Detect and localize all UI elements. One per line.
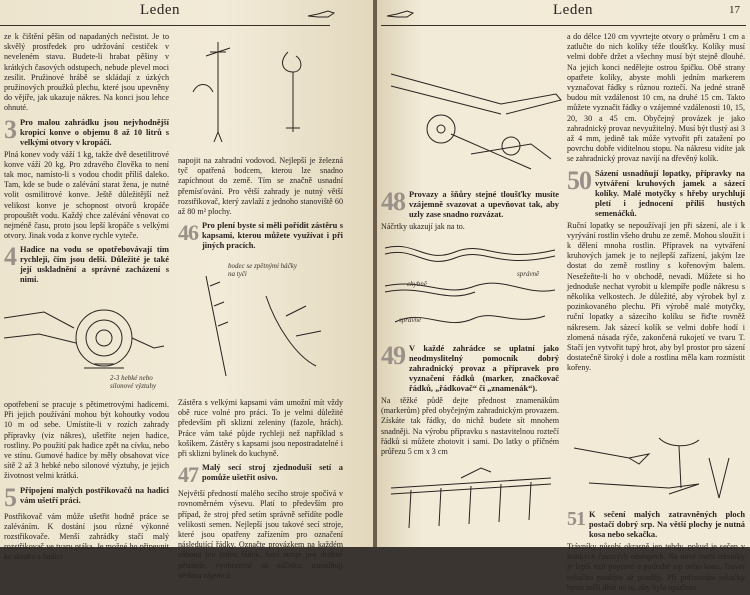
section-text: Postřikovač vám může ušetřit hodně práce se zaléváním. K dostání jsou různé výkonné rozstřikovače. Menší zahrádky stačí malý rozstřikovač ve tvaru ptáka. Je možné ho připevnit ke slouku a hadici bbox=[4, 511, 169, 562]
section-50 bbox=[567, 165, 745, 219]
page-number: 17 bbox=[729, 4, 740, 16]
apron-paragraph: Zástěra s velkými kapsami vám umožní mít vždy obě ruce volné pro práci. To je velmi důležité především při sklizni zeleniny (fazole, hrách). Práce vám také půjde rychleji než například s košíkem. Zástěry s kapsami jsou nepostradatelné i při sklizni bylinek do kuchyně. bbox=[178, 398, 343, 459]
left-page bbox=[0, 0, 373, 580]
seeder-illustration bbox=[381, 34, 566, 179]
hose-paragraph: opotřebení se pracuje s pětimetrovými hadicemi. Při jejich používání mohou být kohoutky vodou 10 m od sebe. Umístíte-li v rozích zahrady přípravky (viz nákres), ušetříte nejen hadice, rostliny. Po použití pak hadice zpět na cívku, nebo ve stínu. Gumové hadice by měly obsahovat více sítě 2 až 3 hebké nebo silonové výztuhy, je jejich životnost velmi krátká. bbox=[4, 400, 169, 481]
left-column-1 bbox=[4, 32, 169, 287]
section-number: 51 bbox=[567, 508, 585, 530]
section-title: Hadice na vodu se opotřebovávají tím rychleji, čím jsou delší. Důležité je také její uskladnění a správné zacházení s nimi. bbox=[20, 245, 169, 285]
intro-paragraph: ze k čištění pěšin od napadaných nečistot. Je to skvělý prostředek pro udržování cestiček v neveleném stavu. Budete-li hrabat pěšiny v krátkých časových odstupech, nebude plevel moci zesílit. Pružinové hrábě se skládají z úzkých pružinových proužků plechu, které jsou upevněny do vějíře, jak ukazuje nákres. Na konci jsou lehce ohnuté. bbox=[4, 32, 169, 113]
section-number: 5 bbox=[4, 482, 16, 512]
right-page-header: Leden bbox=[553, 2, 593, 18]
left-column-1-bottom bbox=[4, 400, 169, 565]
section-44 bbox=[4, 242, 169, 285]
knot-label-wrong: chybně bbox=[407, 280, 427, 288]
knot-label-right-2: správně bbox=[399, 316, 422, 324]
section-number: 49 bbox=[381, 341, 405, 370]
section-48 bbox=[381, 187, 559, 220]
row-marker-illustration bbox=[381, 468, 561, 543]
hand-tools-illustration bbox=[569, 428, 744, 508]
section-text: Ruční lopatky se nepoužívají jen při sázení, ale i k vyrývání rostlin všeho druhu ze země. Mohou sloužit i k dělení mnoha rostlin. Přípravek na vytváření kruhových jamek je to nejlepší zařízení, jakým lze dostat do země rostliny s kořenovým balem. Nesežeňte-li ho v obchodě, nevadí. Můžete si ho jednoduše nechat vyrobit u klempíře podle nákresu s několika velkostech. Je důležité, aby výrobek byl z pozinkovaného plechu. Při výrobě malé motyčky, ruční lopatky a sázecího kolíku se řiďte rovněž nákresem. Jak sázecí kolík se velmi dobře hodí i zlomená násada rýče, zakončená rukojetí ve tvaru T. Stačí jen vytvořit tupý hrot, aby byl prostor pro sázení dostatečně široký i dole a rostlina měla kam rozmístit kořeny. bbox=[567, 220, 745, 373]
right-column-2-top bbox=[567, 32, 745, 376]
right-column-1-top bbox=[381, 186, 559, 234]
section-title: Provazy a šňůry stejné tloušťky musíte vzájemně svazovat a upevňovat tak, aby uzly zase snadno rozvázat. bbox=[409, 190, 559, 219]
section-text: Plná konev vody váží 1 kg, takže dvě desetilitrové konve váží 20 kg. Pro zdravého člověka to není tak moc, namísto-li s vodou chodit příliš daleko. Tam, kde se bude o zalévání starat žena, je nutné volit osmilitrové konve. Ještě důležitější než velikost konve je schopnost otvorů kropáče propouštět vodu. Každý chce zalévání věnovat co nejméně času, proto jsou lepší kropáče s velkými otvory. Jinak voda z konve rychle vyteče. bbox=[4, 149, 169, 241]
section-title: Připojení malých postřikovačů na hadici vám ušetří práci. bbox=[20, 485, 169, 505]
trowel-icon bbox=[306, 8, 336, 22]
section-title: Pro plení byste si měli pořídit zástěru s kapsami, kterou můžete využívat i při jiných pracích. bbox=[202, 221, 343, 251]
section-number: 47 bbox=[178, 462, 198, 488]
section-text: Trávníky působí okrasně jen tehdy, pokud je sečen v krátkých časových odstupech. Na nové osetá trávníky je lepší vzít popravé a podruhé srp nebo kosu. Travní sekačku použijte až později. Při pořizování sekačky byste měli dbát na to, aby byla opatřena bbox=[567, 542, 745, 592]
section-number: 46 bbox=[178, 220, 198, 246]
section-47 bbox=[178, 463, 343, 487]
section-51 bbox=[567, 510, 745, 540]
right-column-2-bottom bbox=[567, 510, 745, 595]
section-text: Na těžké půdě dejte přednost znamenákům (markerům) před obyčejným zahradnickým provazem. Získáte tak řádky, do nichž budete sít mnohem snadněji. Na výrobu přípravku s nastavitelnou roztečí řádků si můžete zhotovit i sami. Do latky o příčném průřezu 5 cm x 3 cm bbox=[381, 396, 559, 457]
section-text: Největší předností malého secího stroje spočívá v rovnoměrném výsevu. Platí to především pro případ, že stroj před setím správně seřídíte podle velikosti semen. Nejlepší jsou takové secí stroje, které jsou opatřeny zařízením pro označení následující řádky. Označte provázkem na každém záhonu jen jeden řádek. Secí stroje pro drobné pěstitele, vyobrazené na náčrtku, usnadňují většinu zájemců. bbox=[178, 489, 343, 580]
section-number: 4 bbox=[4, 242, 16, 272]
left-page-header: Leden bbox=[140, 2, 180, 18]
section-title: K sečení malých zatravněných ploch postačí dobrý srp. Na větší plochy je nutná kosa nebo sekačka. bbox=[589, 510, 745, 539]
section-43 bbox=[4, 114, 169, 148]
section-45 bbox=[4, 482, 169, 512]
section-title: Malý secí stroj zjednoduší setí a pomůže ušetřit osivo. bbox=[202, 463, 343, 483]
left-column-2-bottom bbox=[178, 398, 343, 583]
left-header-rule bbox=[0, 25, 330, 26]
right-column-1-middle bbox=[381, 340, 559, 459]
section-title: V každé zahrádce se uplatní jako neodmyslitelný pomocník dobrý zahradnický provaz a přípravek pro vyznačení řádků (marker, značkovač řádků, „řádkovač“ či „znamenák“). bbox=[409, 344, 559, 393]
hooks-caption: bodec se zpětnými háčky na tyči bbox=[228, 262, 297, 278]
trowel-icon bbox=[385, 8, 415, 22]
section-number: 48 bbox=[381, 187, 405, 216]
hose-reel-illustration bbox=[4, 298, 169, 378]
right-page bbox=[377, 0, 750, 592]
left-column-2-top bbox=[178, 156, 343, 253]
section-49 bbox=[381, 341, 559, 394]
section-46 bbox=[178, 221, 343, 251]
right-header-rule bbox=[381, 25, 746, 26]
hose-caption: 2-3 hebké nebo silonové výztuhy bbox=[110, 374, 157, 390]
sprinkler-illustration bbox=[178, 32, 338, 152]
section-number: 50 bbox=[567, 165, 591, 195]
section-text: Náčrtky ukazují jak na to. bbox=[381, 222, 465, 231]
sprinkler-paragraph: napojit na zahradní vodovod. Nejlepší je železná tyč opatřená bodcem, kterou lze snadno zapíchnout do země. Tím se značně usnadní přemísťování. Pro větší zahrady je nutný větší rozstřikovač, který zavlaží z jednoho stanoviště 60 až 80 m² plochy. bbox=[178, 156, 343, 217]
section-number: 3 bbox=[4, 114, 16, 144]
marker-paragraph: a do délce 120 cm vyvrtejte otvory o průměru 1 cm a zatlučte do nich kolíky téže tloušťky. Kolíky musí velmi dobře držet a všechny musí být stejně dlouhé. Na jejich konci nedělejte ostrou špičku. Obě strany opatřete kolíky, abyste mohli jedním markerem vyznačovat řádky s různou roztečí. Na jedné straně budou mít vzdálenost 10 cm, na druhé 15 cm. Takto můžete vyznačit řádky o vzájemné vzdálenosti 10, 15, 20, 30 a 45 cm. Obyčejný provázek je jako zahradnický provaz nevyužitelný. Musí být tlustý asi 3 až 4 mm, jedině tak může vytvořit při zatažení po povrchu dobře viditelnou stopu. Na nákresu vidíte jak se zahradnický provaz navíjí na dřevěný kolík. bbox=[567, 32, 745, 164]
section-title: Sázení usnadňují lopatky, přípravky na vytváření kruhových jamek a sázecí kolíky. Malé motyčky s hřeby urychlují pletí i jednocení příliš hustých semenáčků. bbox=[595, 168, 745, 218]
knot-label-right-1: správně bbox=[517, 270, 540, 278]
section-title: Pro malou zahrádku jsou nejvhodnější kropicí konve o objemu 8 až 10 litrů s velkými otvory v kropáči. bbox=[20, 117, 169, 147]
